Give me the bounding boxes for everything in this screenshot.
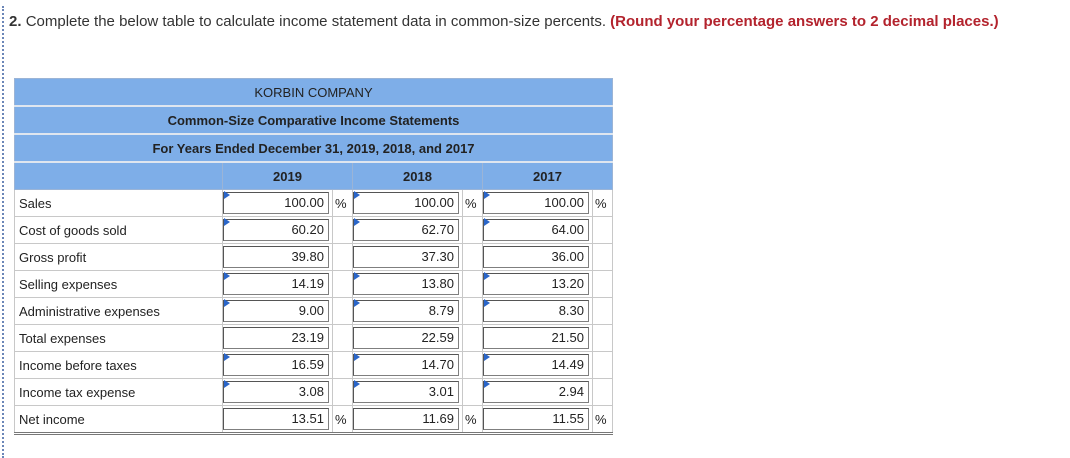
percent-sign — [463, 298, 483, 325]
question-number: 2. — [9, 13, 22, 30]
answer-flag-icon — [224, 218, 230, 226]
row-label: Sales — [15, 190, 223, 217]
percent-sign — [333, 325, 353, 352]
answer-flag-icon — [224, 353, 230, 361]
percent-input-2017[interactable]: 100.00 — [483, 192, 589, 214]
percent-sign: % — [463, 406, 483, 434]
percent-input-2017[interactable]: 14.49 — [483, 354, 589, 376]
percent-sign: % — [593, 190, 613, 217]
percent-sign — [593, 352, 613, 379]
row-label: Gross profit — [15, 244, 223, 271]
company-name: KORBIN COMPANY — [15, 79, 613, 107]
percent-input-2017[interactable]: 64.00 — [483, 219, 589, 241]
percent-sign — [593, 298, 613, 325]
table-row — [15, 271, 613, 298]
answer-flag-icon — [354, 218, 360, 226]
percent-input-2018[interactable]: 100.00 — [353, 192, 459, 214]
table-row — [15, 379, 613, 406]
question-instruction: (Round your percentage answers to 2 decimal places.) — [610, 13, 999, 30]
percent-sign — [333, 298, 353, 325]
percent-sign — [333, 244, 353, 271]
percent-input-2017[interactable]: 8.30 — [483, 300, 589, 322]
percent-sign — [593, 271, 613, 298]
answer-flag-icon — [224, 299, 230, 307]
percent-sign: % — [333, 406, 353, 434]
row-label: Income tax expense — [15, 379, 223, 406]
percent-input-2018[interactable]: 37.30 — [353, 246, 459, 268]
answer-flag-icon — [224, 191, 230, 199]
percent-input-2017[interactable]: 11.55 — [483, 408, 589, 430]
answer-flag-icon — [484, 380, 490, 388]
percent-input-2019[interactable]: 60.20 — [223, 219, 329, 241]
percent-input-2019[interactable]: 3.08 — [223, 381, 329, 403]
row-label: Selling expenses — [15, 271, 223, 298]
question-text: Complete the below table to calculate income statement data in common-size percents. — [25, 13, 606, 30]
row-label: Administrative expenses — [15, 298, 223, 325]
answer-flag-icon — [484, 299, 490, 307]
common-size-income-table — [14, 78, 613, 435]
percent-input-2019[interactable]: 39.80 — [223, 246, 329, 268]
table-row — [15, 244, 613, 271]
percent-sign — [593, 379, 613, 406]
percent-input-2018[interactable]: 62.70 — [353, 219, 459, 241]
percent-input-2019[interactable]: 13.51 — [223, 408, 329, 430]
percent-input-2019[interactable]: 14.19 — [223, 273, 329, 295]
percent-input-2018[interactable]: 22.59 — [353, 327, 459, 349]
statement-title: Common-Size Comparative Income Statements — [15, 106, 613, 134]
row-label: Cost of goods sold — [15, 217, 223, 244]
percent-input-2017[interactable]: 21.50 — [483, 327, 589, 349]
percent-input-2018[interactable]: 14.70 — [353, 354, 459, 376]
percent-sign: % — [333, 190, 353, 217]
left-dotted-rule — [2, 6, 4, 458]
percent-sign: % — [593, 406, 613, 434]
table-row — [15, 190, 613, 217]
answer-flag-icon — [354, 272, 360, 280]
percent-sign — [333, 379, 353, 406]
answer-flag-icon — [354, 380, 360, 388]
percent-sign — [333, 352, 353, 379]
percent-input-2019[interactable]: 100.00 — [223, 192, 329, 214]
percent-input-2018[interactable]: 8.79 — [353, 300, 459, 322]
answer-flag-icon — [484, 353, 490, 361]
percent-input-2019[interactable]: 23.19 — [223, 327, 329, 349]
answer-flag-icon — [354, 299, 360, 307]
year-header-2017: 2017 — [483, 162, 613, 190]
percent-input-2017[interactable]: 36.00 — [483, 246, 589, 268]
row-label: Income before taxes — [15, 352, 223, 379]
percent-input-2018[interactable]: 13.80 — [353, 273, 459, 295]
percent-sign — [463, 352, 483, 379]
year-header-2018: 2018 — [353, 162, 483, 190]
table-row — [15, 217, 613, 244]
percent-input-2019[interactable]: 9.00 — [223, 300, 329, 322]
year-header-2019: 2019 — [223, 162, 353, 190]
percent-input-2019[interactable]: 16.59 — [223, 354, 329, 376]
percent-sign — [463, 325, 483, 352]
percent-sign — [463, 217, 483, 244]
question-prompt — [9, 12, 1059, 32]
percent-input-2017[interactable]: 13.20 — [483, 273, 589, 295]
percent-sign — [593, 217, 613, 244]
percent-sign — [333, 217, 353, 244]
row-label: Net income — [15, 406, 223, 434]
answer-flag-icon — [484, 191, 490, 199]
percent-sign — [463, 271, 483, 298]
table-row — [15, 352, 613, 379]
statement-period: For Years Ended December 31, 2019, 2018, and 2017 — [15, 134, 613, 162]
answer-flag-icon — [224, 380, 230, 388]
percent-input-2017[interactable]: 2.94 — [483, 381, 589, 403]
year-header-row — [15, 162, 613, 190]
answer-flag-icon — [354, 353, 360, 361]
percent-sign: % — [463, 190, 483, 217]
table-row — [15, 406, 613, 434]
answer-flag-icon — [224, 272, 230, 280]
answer-flag-icon — [484, 272, 490, 280]
percent-sign — [593, 325, 613, 352]
percent-sign — [593, 244, 613, 271]
row-label: Total expenses — [15, 325, 223, 352]
answer-flag-icon — [484, 218, 490, 226]
percent-sign — [463, 379, 483, 406]
percent-sign — [333, 271, 353, 298]
percent-input-2018[interactable]: 3.01 — [353, 381, 459, 403]
percent-input-2018[interactable]: 11.69 — [353, 408, 459, 430]
answer-flag-icon — [354, 191, 360, 199]
percent-sign — [463, 244, 483, 271]
table-row — [15, 298, 613, 325]
header-blank — [15, 162, 223, 190]
table-row — [15, 325, 613, 352]
